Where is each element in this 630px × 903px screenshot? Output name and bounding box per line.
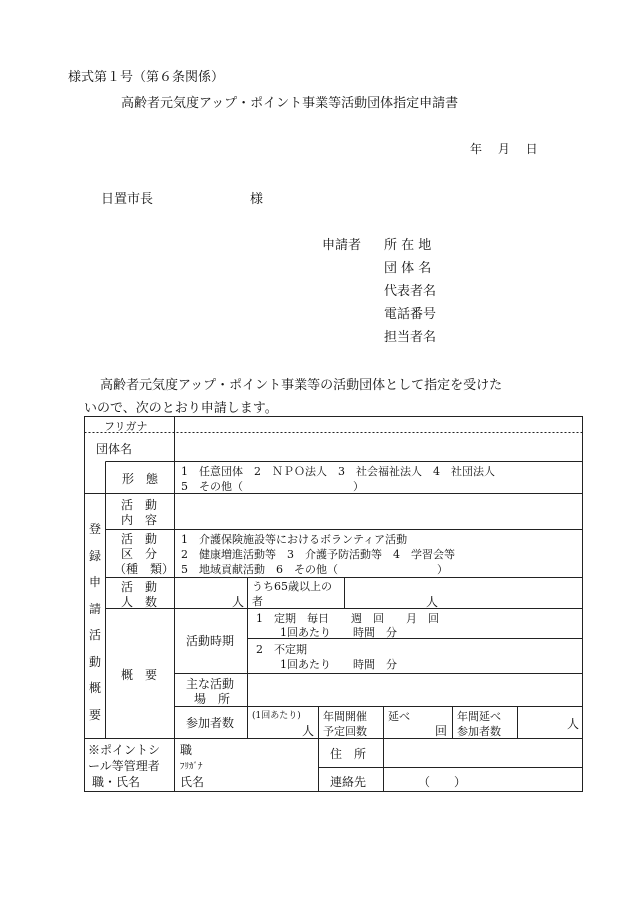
manager-label-3: 職・氏名 xyxy=(92,775,141,789)
intro-line-2: いので、次のとおり申請します。 xyxy=(84,401,278,416)
applicant-contact-person-label: 担当者名 xyxy=(384,330,437,345)
activity-class-label-3: （種 類） xyxy=(114,562,175,576)
overview-label: 概 要 xyxy=(121,668,158,682)
per-time-label: (1回あたり) xyxy=(252,711,301,721)
form-number: 様式第１号（第６条関係） xyxy=(68,70,225,85)
phone-parentheses: （ ） xyxy=(418,775,467,789)
activity-class-label-1: 活 動 xyxy=(121,532,158,546)
total-label: 延べ xyxy=(388,710,410,723)
over65-label-2: 者 xyxy=(252,595,263,608)
applicant-address-label: 所 在 地 xyxy=(384,238,432,253)
members-label-1: 活 動 xyxy=(121,580,158,594)
job-label: 職 xyxy=(180,743,193,757)
applicant-representative-label: 代表者名 xyxy=(384,284,437,299)
class-option-line-1: 1 介護保険施設等におけるボランティア活動 xyxy=(181,533,408,546)
manager-label-2: ール等管理者 xyxy=(88,759,160,773)
annual-total-label-2: 参加者数 xyxy=(457,725,501,738)
annual-count-label-1: 年間開催 xyxy=(323,710,367,723)
registration-side-label xyxy=(85,516,105,728)
over65-unit: 人 xyxy=(426,595,439,609)
participants-unit: 人 xyxy=(302,724,315,738)
group-name-label: 団体名 xyxy=(96,442,133,456)
members-label-2: 人 数 xyxy=(121,595,158,609)
participants-label: 参加者数 xyxy=(186,716,235,730)
address-label: 住 所 xyxy=(330,747,367,761)
furigana-label: フリガナ xyxy=(104,420,148,433)
applicant-phone-label: 電話番号 xyxy=(384,307,437,322)
members-unit: 人 xyxy=(232,595,245,609)
class-option-line-3: 5 地域貢献活動 6 その他（ ） xyxy=(181,563,448,576)
over65-label-1: うち65歳以上の xyxy=(252,580,332,593)
class-option-line-2: 2 健康増進活動等 3 介護予防活動等 4 学習会等 xyxy=(181,548,455,561)
activity-content-label-2: 内 容 xyxy=(121,513,158,527)
intro-line-1: 高齢者元気度アップ・ポイント事業等の活動団体として指定を受けた xyxy=(100,378,503,393)
form-options-line-1: 1 任意団体 2 ＮＰＯ法人 3 社会福祉法人 4 社団法人 xyxy=(181,465,495,478)
annual-total-label-1: 年間延べ xyxy=(457,710,501,723)
place-label-1: 主な活動 xyxy=(186,677,235,691)
time-regular: 1 定期 毎日 週 回 月 回 xyxy=(256,612,439,625)
place-label-2: 場 所 xyxy=(194,692,231,706)
applicant-group-name-label: 団 体 名 xyxy=(384,261,432,276)
side-label-text: 登録申請活動概要 xyxy=(88,522,101,722)
form-label: 形 態 xyxy=(122,472,159,486)
time-irregular: 2 不定期 xyxy=(256,643,307,656)
date-line: 年 月 日 xyxy=(470,142,538,156)
annual-count-label-2: 予定回数 xyxy=(323,725,367,738)
addressee: 日置市長 xyxy=(101,192,154,207)
manager-label-1: ※ポイントシ xyxy=(88,743,161,757)
activity-time-label: 活動時期 xyxy=(186,634,235,648)
activity-content-label-1: 活 動 xyxy=(121,498,158,512)
name-label: 氏名 xyxy=(180,775,205,789)
kana-small-label: ﾌﾘｶﾞﾅ xyxy=(180,762,203,772)
honorific: 様 xyxy=(250,192,264,207)
page-title: 高齢者元気度アップ・ポイント事業等活動団体指定申請書 xyxy=(121,96,459,111)
form-options-line-2: 5 その他（ ） xyxy=(181,480,364,493)
time-irregular-per: 1回あたり 時間 分 xyxy=(280,658,397,671)
contact-label: 連絡先 xyxy=(330,775,367,789)
times-unit: 回 xyxy=(435,724,448,738)
annual-total-unit: 人 xyxy=(567,717,580,731)
activity-class-label-2: 区 分 xyxy=(121,547,158,561)
time-regular-per: 1回あたり 時間 分 xyxy=(280,626,397,639)
applicant-label: 申請者 xyxy=(322,238,362,253)
